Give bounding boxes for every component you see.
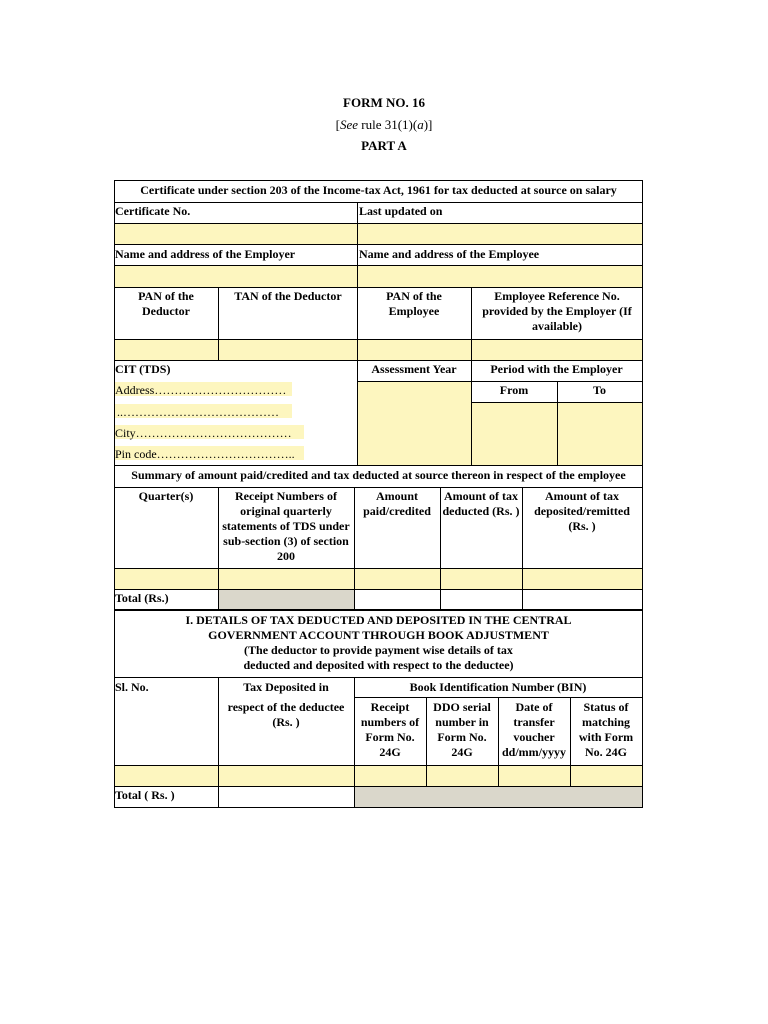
certificate-section-title: Certificate under section 203 of the Income-tax Act, 1961 for tax deducted at source on salary [140,183,617,197]
period-with-employer-label: Period with the Employer [490,362,623,376]
details-total-label: Total ( Rs. ) [115,788,175,802]
sl-no-column-header: Sl. No. [115,680,149,694]
grid-line [114,265,643,266]
grid-line [570,697,571,787]
tax-deposited-deductee-field[interactable] [218,765,354,786]
grid-line [218,677,219,808]
rule-clause: a [417,117,424,132]
details-title-line1: I. DETAILS OF TAX DEDUCTED AND DEPOSITED IN THE CENTRAL [185,613,572,627]
bin-column-header: Book Identification Number (BIN) [409,680,587,694]
amount-paid-field[interactable] [354,568,440,589]
rule-see: See [339,117,358,132]
grid-line [114,244,643,245]
employer-name-field[interactable] [114,266,357,287]
table-bottom-border [114,807,643,808]
pan-deductor-label: PAN of the Deductor [138,289,194,318]
details-title-line3: (The deductor to provide payment wise details of tax [244,643,513,657]
cit-address-label: Address…………………………… [115,383,287,397]
tax-deducted-column-header: Amount of tax deducted (Rs. ) [442,489,520,518]
details-title-line2: GOVERNMENT ACCOUNT THROUGH BOOK ADJUSTMENT [208,628,549,642]
assessment-year-label: Assessment Year [371,362,457,376]
certificate-no-field[interactable] [114,224,357,244]
tax-deducted-field[interactable] [440,568,522,589]
grid-line [114,589,643,590]
tan-deductor-label: TAN of the Deductor [234,289,342,303]
grid-line [114,568,643,569]
cit-pincode-label: Pin code…………………………….. [115,447,295,461]
pan-deductor-field[interactable] [114,340,218,360]
grid-line [114,765,643,766]
employee-name-field[interactable] [357,266,642,287]
grid-line [218,487,219,610]
grid-line [354,677,355,808]
cit-tds-label: CIT (TDS) [115,362,171,376]
employer-name-label: Name and address of the Employer [115,247,296,261]
bin-status-field[interactable] [570,765,642,786]
grid-line [114,677,643,678]
grid-line [114,223,643,224]
tax-deposited-header-line1: Tax Deposited in [243,680,329,694]
grid-line [357,381,643,382]
grid-line [114,487,643,488]
part-title: PART A [361,138,407,153]
summary-total-label: Total (Rs.) [115,591,169,605]
period-to-label: To [593,383,606,397]
rule-suffix: )] [423,117,433,132]
tax-deposited-column-header: Amount of tax deposited/remitted (Rs. ) [534,489,630,533]
grid-line [114,202,643,203]
last-updated-label: Last updated on [359,204,443,218]
pan-employee-label: PAN of the Employee [386,289,442,318]
grid-line [471,287,472,361]
quarter-column-header: Quarter(s) [138,489,194,503]
receipt-total-shaded [218,589,354,609]
pan-employee-field[interactable] [357,340,471,360]
quarter-field[interactable] [114,568,218,589]
bin-date-field[interactable] [498,765,570,786]
period-from-field[interactable] [471,403,557,465]
rule-mid: rule 31(1)( [358,117,418,132]
sl-no-field[interactable] [114,765,218,786]
grid-line [522,487,523,610]
assessment-year-field[interactable] [357,381,471,465]
details-title-line4: deducted and deposited with respect to the deductee) [243,658,514,672]
period-from-label: From [499,383,529,397]
grid-line [114,609,643,611]
grid-line [114,287,643,288]
period-to-field[interactable] [557,403,642,465]
form-number-title: FORM NO. 16 [343,95,425,110]
tan-deductor-field[interactable] [218,340,357,360]
bin-status-column-header: Status of matching with Form No. 24G [578,700,634,759]
rule-prefix: [ [335,117,340,132]
bin-total-shaded [354,786,642,807]
bin-ddo-field[interactable] [426,765,498,786]
tax-deposited-field[interactable] [522,568,642,589]
cit-city-label: City………………………………… [115,426,292,440]
grid-line [354,487,355,610]
receipt-numbers-column-header: Receipt Numbers of original quarterly statements of TDS under sub-section (3) of section 200 [222,489,350,563]
grid-line [357,202,358,466]
grid-line [114,339,643,340]
employee-ref-label: Employee Reference No. provided by the Employer (If available) [482,289,632,333]
certificate-no-label: Certificate No. [115,204,191,218]
grid-line [114,360,643,361]
table-top-border [114,180,643,181]
bin-receipt-column-header: Receipt numbers of Form No. 24G [360,700,420,759]
bin-receipt-field[interactable] [354,765,426,786]
grid-line [114,786,643,787]
summary-section-title: Summary of amount paid/credited and tax deducted at source thereon in respect of the employee [131,468,626,482]
tax-deposited-header-line2: respect of the deductee (Rs. ) [227,700,345,729]
rule-reference [0,117,768,133]
employee-ref-field[interactable] [471,340,642,360]
table-right-border [642,180,643,808]
employee-name-label: Name and address of the Employee [359,247,540,261]
grid-line [426,697,427,787]
bin-ddo-column-header: DDO serial number in Form No. 24G [433,700,491,759]
receipt-number-field[interactable] [218,568,354,589]
grid-line [114,465,643,466]
amount-paid-column-header: Amount paid/credited [363,489,431,518]
bin-date-column-header: Date of transfer voucher dd/mm/yyyy [501,700,566,759]
last-updated-field[interactable] [357,224,642,244]
cit-address-line2: ..………………………………… [117,405,279,419]
